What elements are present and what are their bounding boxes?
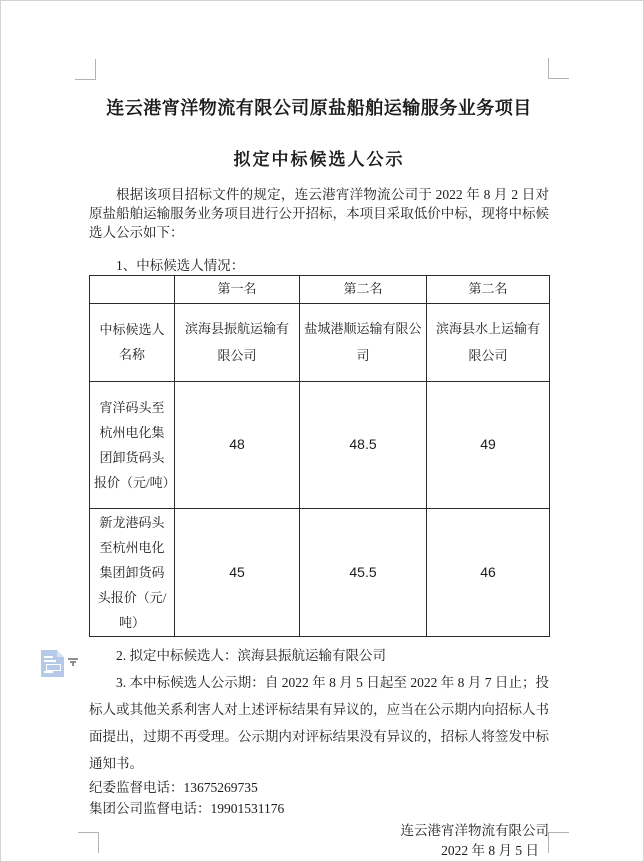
list-item-1: 1、中标候选人情况： [116,257,245,273]
folded-corner [57,650,64,657]
bid-candidates-table [89,275,550,637]
signature-date: 2022 年 8 月 5 日 [441,842,539,858]
header-cell-blank [90,275,175,303]
price-xinlonggang-candidate-3: 46 [427,508,550,636]
list-item-3: 3. 本中标候选人公示期：自 2022 年 8 月 5 日起至 2022 年 8 月 7 日止；投标人或其他关系利害人对上述评标结果有异议的，应当在公示期内向招标人书面提出，过期不再受理。公示期内对评标结果没有异议的，招标人将签发中标通知书。 [89,674,549,771]
candidate-3-name: 滨海县水上运输有限公司 [427,303,550,381]
price-xinlonggang-candidate-1: 45 [175,508,300,636]
header-cell-rank3: 第二名 [427,275,550,303]
price-xiaoyang-candidate-1: 48 [175,381,300,508]
row-label-candidate-name: 中标候选人名称 [90,303,175,381]
candidate-2-name: 盐城港顺运输有限公司 [300,303,427,381]
document-comment-icon[interactable] [41,650,64,677]
text-boundary-mark-bottom-right [548,832,569,853]
document-body [89,79,549,861]
price-xiaoyang-candidate-2: 48.5 [300,381,427,508]
table-row-candidate-names [90,303,550,381]
signature-company: 连云港宵洋物流有限公司 [400,822,549,838]
group-supervision-phone: 集团公司监督电话：19901531176 [89,800,285,816]
row-label-price-xiaoyang: 宵洋码头至杭州电化集团卸货码头报价（元/吨） [90,381,175,508]
row-label-price-xinlonggang: 新龙港码头至杭州电化集团卸货码头报价（元/吨） [90,508,175,636]
table-header-row [90,275,550,303]
list-item-2: 2. 拟定中标候选人：滨海县振航运输有限公司 [116,647,386,663]
price-xinlonggang-candidate-2: 45.5 [300,508,427,636]
intro-paragraph: 根据该项目招标文件的规定，连云港宵洋物流公司于 2022 年 8 月 2 日对原盐船舶运输服务业务项目进行公开招标，本项目采取低价中标，现将中标候选人公示如下： [89,187,549,240]
page-title: 连云港宵洋物流有限公司原盐船舶运输服务业务项目 [106,98,532,118]
price-xiaoyang-candidate-3: 49 [427,381,550,508]
text-boundary-mark-top-right [548,58,569,79]
funnel-dropdown-icon[interactable] [67,658,79,667]
page-subtitle: 拟定中标候选人公示 [233,150,405,169]
table-row-price-xinlonggang [90,508,550,636]
table-row-price-xiaoyang [90,381,550,508]
text-boundary-mark-top-left [75,59,96,80]
discipline-supervision-phone: 纪委监督电话：13675269735 [89,779,258,795]
signature-block [89,821,549,861]
header-cell-rank1: 第一名 [175,275,300,303]
candidate-1-name: 滨海县振航运输有限公司 [175,303,300,381]
header-cell-rank2: 第二名 [300,275,427,303]
